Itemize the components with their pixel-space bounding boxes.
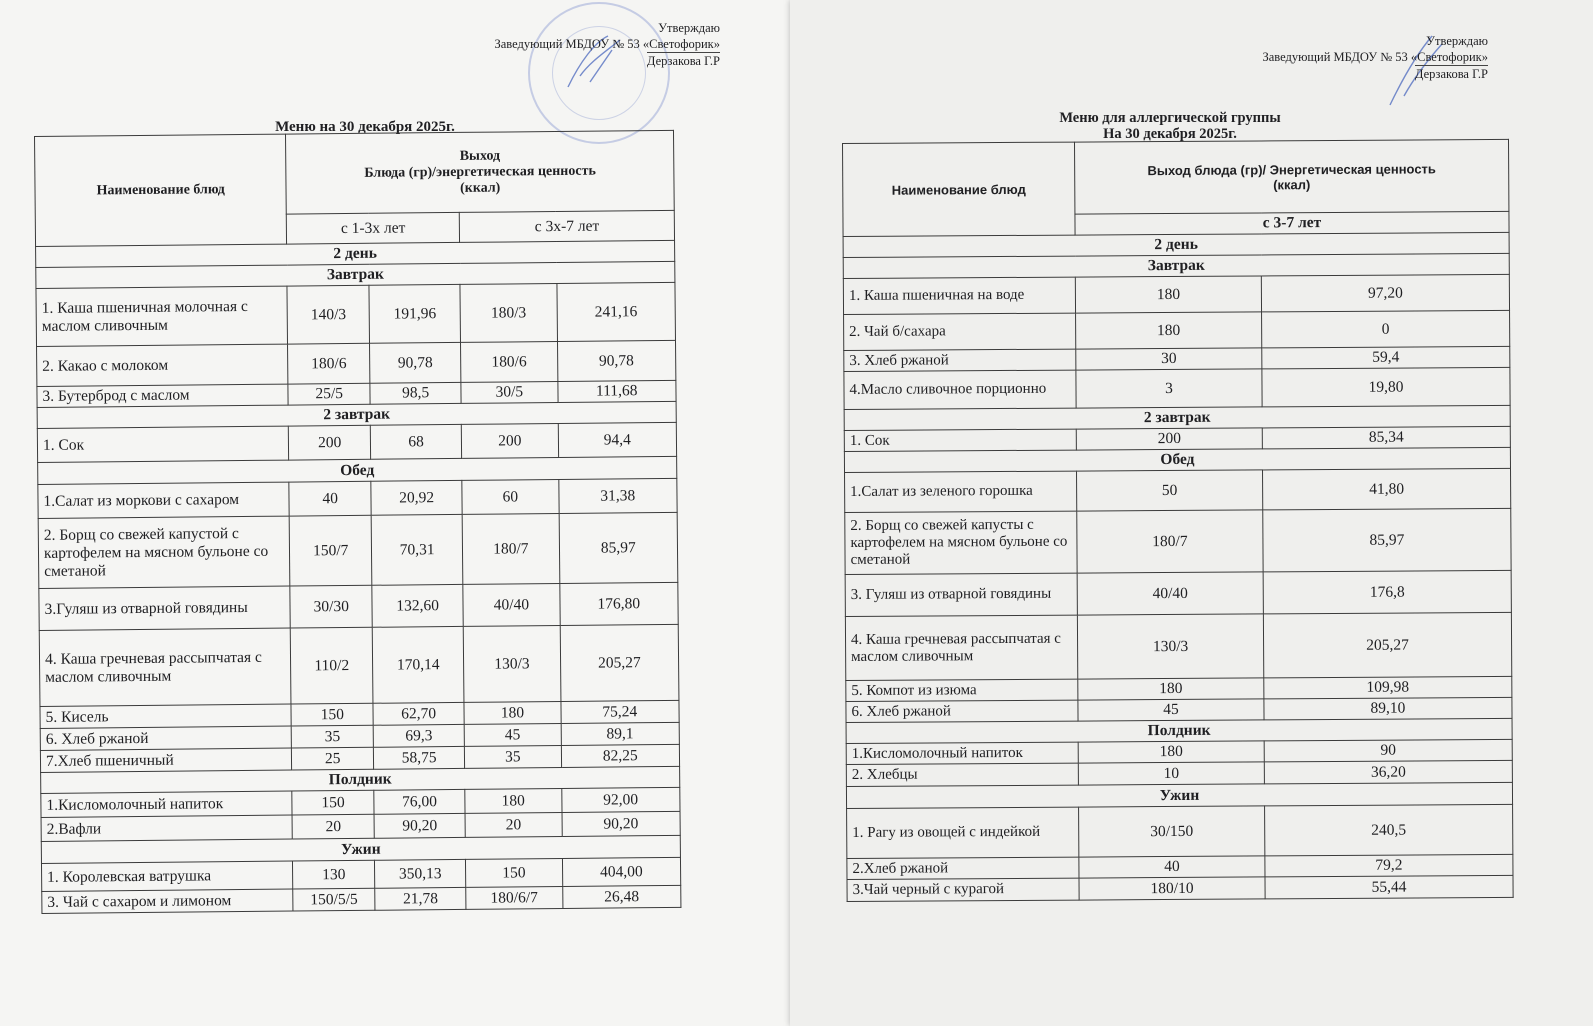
portion-3-7: 30 [1076, 348, 1262, 370]
kcal-3-7: 90,20 [562, 811, 681, 836]
header-output-line1: Выход [459, 148, 501, 164]
table-row [847, 804, 1513, 858]
kcal-1-3: 76,00 [374, 789, 465, 814]
dish-name: 1. Каша пшеничная молочная с маслом сливочным [36, 286, 288, 346]
kcal-3-7: 94,4 [558, 422, 677, 457]
portion-3-7: 150 [466, 858, 563, 887]
section-snack: Полдник [846, 718, 1512, 743]
approval-line-position: Заведующий МБДОУ № 53 «Светофорик» [494, 37, 720, 51]
approval-line-approve: Утверждаю [1426, 34, 1488, 48]
allergy-menu-title [1030, 110, 1310, 142]
section-dinner: Ужин [846, 782, 1512, 808]
kcal-3-7: 19,80 [1262, 367, 1510, 407]
kcal-3-7: 82,25 [561, 744, 680, 767]
kcal-3-7: 85,34 [1262, 426, 1510, 449]
approval-line-position: Заведующий МБДОУ № 53 «Светофорик» [1262, 50, 1488, 64]
kcal-1-3: 350,13 [375, 859, 466, 888]
kcal-3-7: 176,80 [559, 582, 678, 625]
portion-1-3: 25/5 [288, 383, 370, 405]
dish-name: 1.Кисломолочный напиток [846, 742, 1078, 764]
dish-name: 2. Какао с молоком [37, 344, 289, 386]
dish-name: 2. Борщ со свежей капусты с картофелем на мясном бульоне со сметаной [845, 511, 1077, 574]
kcal-3-7: 176,8 [1263, 570, 1511, 614]
table-row [845, 508, 1511, 574]
section-dinner: Ужин [41, 835, 680, 863]
kcal-3-7: 36,20 [1264, 760, 1512, 784]
kcal-1-3: 132,60 [372, 584, 464, 627]
kcal-1-3: 58,75 [373, 746, 464, 769]
section-lunch: Обед [844, 447, 1510, 472]
dish-name: 3. Чай с сахаром и лимоном [42, 889, 294, 913]
dish-name: 3. Гуляш из отварной говядины [845, 573, 1077, 616]
section-lunch: Обед [38, 456, 677, 484]
kcal-3-7: 31,38 [558, 478, 677, 513]
kcal-3-7: 59,4 [1262, 346, 1510, 369]
portion-3-7: 180 [1078, 678, 1264, 700]
allergy-title-line1: Меню для аллергической группы [1059, 110, 1281, 126]
kcal-1-3: 90,20 [374, 813, 465, 838]
dish-name: 1.Салат из моркови с сахаром [38, 482, 290, 518]
section-breakfast2: 2 завтрак [37, 401, 676, 428]
table-row [39, 582, 678, 630]
header-age-3-7: с 3-7 лет [1075, 211, 1509, 235]
kcal-3-7: 109,98 [1264, 676, 1512, 699]
approval-signer: Дерзакова Г.Р [1414, 67, 1488, 81]
dish-name: 2. Борщ со свежей капустой с картофелем на мясном бульоне со сметаной [38, 516, 290, 588]
portion-1-3: 40 [289, 481, 371, 516]
kcal-3-7: 75,24 [560, 700, 679, 723]
kcal-1-3: 21,78 [375, 887, 466, 910]
dish-name: 1. Рагу из овощей с индейкой [847, 807, 1079, 858]
dish-name: 3. Хлеб ржаной [844, 349, 1076, 371]
section-snack: Полдник [41, 766, 680, 793]
kcal-3-7: 26,48 [562, 885, 681, 908]
dish-name: 1. Сок [844, 429, 1076, 451]
menu-table-left [34, 130, 681, 914]
dish-name: 2. Чай б/сахара [844, 313, 1076, 350]
kcal-1-3: 90,78 [370, 342, 462, 383]
dish-name: 1. Каша пшеничная на воде [843, 277, 1075, 314]
rows-dinner [41, 857, 680, 913]
portion-1-3: 35 [292, 725, 374, 748]
kcal-1-3: 69,3 [373, 724, 464, 747]
kcal-3-7: 90 [1264, 739, 1512, 762]
dish-name: 4. Каша гречневая рассыпчатая с маслом сливочным [845, 615, 1077, 680]
kcal-1-3: 62,70 [373, 702, 464, 725]
portion-3-7: 3 [1076, 369, 1262, 408]
portion-3-7: 180/7 [1077, 510, 1263, 573]
portion-3-7: 130/3 [1077, 614, 1263, 679]
rows-breakfast [36, 282, 676, 407]
portion-3-7: 40 [1079, 856, 1265, 878]
portion-1-3: 150/5/5 [293, 888, 375, 911]
portion-3-7: 35 [465, 745, 562, 768]
approval-block-allergy [1262, 33, 1488, 82]
portion-3-7: 50 [1077, 470, 1263, 511]
kcal-3-7: 240,5 [1265, 804, 1513, 856]
portion-3-7: 30/5 [461, 381, 558, 403]
portion-3-7: 200 [1076, 428, 1262, 450]
header-output [286, 130, 674, 214]
rows-snack [41, 787, 680, 841]
kcal-3-7: 97,20 [1261, 274, 1509, 312]
section-breakfast: Завтрак [843, 253, 1509, 278]
kcal-3-7: 92,00 [561, 787, 680, 812]
kcal-1-3: 191,96 [369, 284, 461, 343]
dish-name: 2.Хлеб ржаной [847, 857, 1079, 879]
table-row [845, 468, 1511, 512]
portion-1-3: 150 [291, 703, 373, 726]
table-row [38, 512, 678, 588]
portion-3-7: 40/40 [1077, 572, 1263, 615]
dish-name: 2.Вафли [41, 815, 293, 841]
dish-name: 1.Салат из зеленого горошка [845, 471, 1077, 512]
table-row [36, 282, 676, 346]
dish-name: 3.Гуляш из отварной говядины [39, 586, 291, 630]
kcal-3-7: 79,2 [1265, 854, 1513, 877]
kcal-3-7: 205,27 [560, 624, 679, 701]
portion-1-3: 180/6 [288, 343, 370, 384]
kcal-1-3: 98,5 [370, 382, 461, 404]
table-row [845, 612, 1511, 680]
portion-1-3: 140/3 [287, 285, 369, 344]
header-dish-name: Наименование блюд [843, 142, 1076, 236]
kcal-3-7: 404,00 [562, 857, 681, 886]
header-output-line1: Выход блюда (гр)/ Энергетическая ценность [1147, 160, 1436, 178]
portion-3-7: 180 [1078, 741, 1264, 763]
kcal-3-7: 241,16 [556, 282, 675, 341]
kcal-3-7: 111,68 [557, 380, 676, 402]
dish-name: 3. Бутерброд с маслом [37, 384, 289, 407]
portion-3-7: 180/10 [1079, 877, 1265, 900]
portion-3-7: 180/6 [461, 341, 558, 382]
dish-name: 4.Масло сливочное порционно [844, 370, 1076, 409]
kcal-1-3: 170,14 [372, 626, 464, 703]
dish-name: 1.Кисломолочный напиток [41, 791, 293, 817]
portion-3-7: 180 [1075, 276, 1261, 313]
portion-3-7: 40/40 [463, 583, 560, 626]
allergy-title-line2: На 30 декабря 2025г. [1103, 126, 1237, 142]
portion-3-7: 180 [464, 701, 561, 724]
approval-block [494, 20, 720, 69]
table-row [37, 340, 676, 386]
kcal-3-7: 85,97 [1263, 508, 1511, 572]
portion-3-7: 180/6/7 [466, 886, 563, 909]
portion-1-3: 130 [293, 860, 375, 889]
portion-3-7: 60 [462, 479, 559, 514]
dish-name: 1. Королевская ватрушка [41, 861, 293, 891]
kcal-3-7: 89,10 [1264, 697, 1512, 720]
dish-name: 2. Хлебцы [846, 763, 1078, 786]
menu-table-allergy [842, 139, 1514, 902]
header-output-line2: (ккал) [1273, 176, 1311, 192]
portion-1-3: 150 [292, 790, 374, 815]
dish-name: 1. Сок [37, 426, 289, 462]
kcal-3-7: 90,78 [557, 340, 676, 381]
header-output-line3: (ккал) [460, 180, 501, 196]
kcal-1-3: 20,92 [371, 480, 462, 515]
rows-lunch [845, 468, 1513, 722]
menu-title: Меню на 30 декабря 2025г. [275, 119, 455, 135]
dish-name: 4. Каша гречневая рассыпчатая с маслом сливочным [39, 628, 291, 706]
rows-dinner [847, 804, 1514, 901]
rows-snack [846, 739, 1512, 786]
header-age-3-7: с 3х-7 лет [459, 210, 674, 242]
kcal-3-7: 85,97 [559, 512, 678, 583]
kcal-3-7: 41,80 [1263, 468, 1511, 510]
day-label: 2 день [36, 240, 675, 267]
kcal-3-7: 55,44 [1265, 875, 1513, 899]
table-row [844, 310, 1510, 350]
approval-signer: Дерзакова Г.Р [646, 54, 720, 68]
kcal-3-7: 89,1 [561, 722, 680, 745]
portion-1-3: 25 [292, 747, 374, 770]
portion-3-7: 180/3 [460, 283, 557, 342]
table-row [39, 624, 679, 706]
portion-3-7: 20 [465, 812, 562, 837]
portion-3-7: 45 [464, 723, 561, 746]
rows-breakfast [843, 274, 1510, 409]
portion-1-3: 200 [289, 425, 371, 460]
table-row [845, 570, 1511, 616]
dish-name: 6. Хлеб ржаной [40, 726, 292, 750]
dish-name: 5. Компот из изюма [846, 679, 1078, 701]
kcal-1-3: 70,31 [371, 514, 463, 585]
portion-1-3: 110/2 [291, 627, 373, 704]
portion-1-3: 150/7 [290, 515, 372, 586]
approval-line-approve: Утверждаю [658, 21, 720, 35]
portion-3-7: 180/7 [462, 513, 559, 584]
header-age-1-3: с 1-3х лет [287, 212, 460, 244]
dish-name: 6. Хлеб ржаной [846, 700, 1078, 722]
header-output [1074, 139, 1508, 214]
table-row [847, 875, 1513, 901]
kcal-1-3: 68 [370, 424, 461, 459]
dish-name: 3.Чай черный с курагой [847, 878, 1079, 901]
section-breakfast: Завтрак [36, 261, 675, 288]
portion-3-7: 180 [465, 788, 562, 813]
kcal-3-7: 0 [1262, 310, 1510, 348]
portion-3-7: 30/150 [1079, 806, 1265, 857]
portion-3-7: 130/3 [463, 625, 560, 702]
table-row [843, 274, 1509, 314]
rows-lunch [38, 478, 680, 772]
portion-1-3: 30/30 [290, 585, 372, 628]
header-dish-name: Наименование блюд [35, 134, 287, 246]
table-row [844, 367, 1510, 409]
dish-name: 7.Хлеб пшеничный [40, 748, 292, 772]
kcal-3-7: 205,27 [1263, 612, 1511, 678]
portion-1-3: 20 [292, 814, 374, 839]
header-output-line2: Блюда (гр)/энергетическая ценность [364, 163, 596, 181]
portion-3-7: 180 [1076, 312, 1262, 349]
section-breakfast2: 2 завтрак [844, 405, 1510, 430]
day-label: 2 день [843, 232, 1509, 257]
portion-3-7: 200 [461, 423, 558, 458]
portion-3-7: 45 [1078, 699, 1264, 721]
portion-3-7: 10 [1078, 762, 1264, 785]
dish-name: 5. Кисель [40, 704, 292, 728]
